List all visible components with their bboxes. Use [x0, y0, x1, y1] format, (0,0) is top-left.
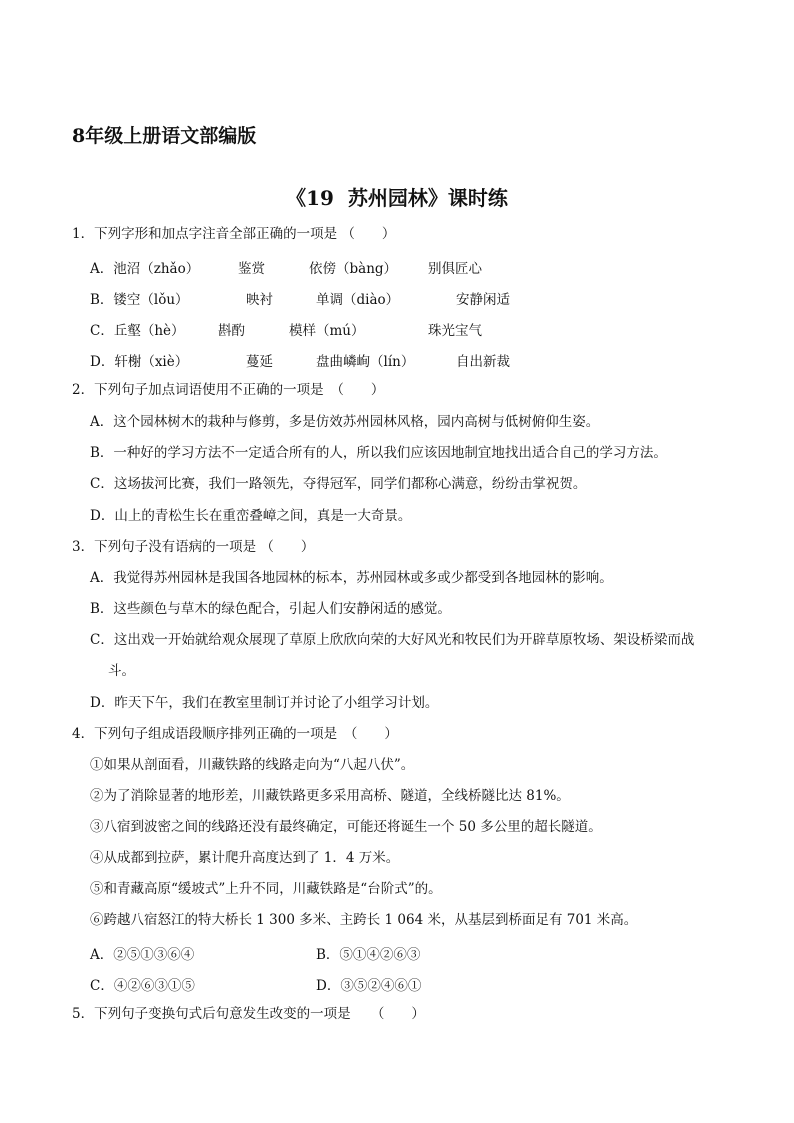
page-header: 8年级上册语文部编版 — [72, 125, 257, 147]
question-2-stem: 2．下列句子加点词语使用不正确的一项是 （ ） — [72, 382, 385, 398]
q1-row-c-col-3: 模样（mú） — [289, 323, 365, 339]
q1-row-b-col-1: B．镂空（lǒu） — [90, 292, 189, 308]
question-4-sentence-6: ⑥跨越八宿怒江的特大桥长 1 300 多米、主跨长 1 064 米，从基层到桥面足有 701 米高。 — [90, 912, 638, 928]
question-4-choice-b: B．⑤①④②⑥③ — [316, 947, 421, 963]
question-4-choice-d: D．③⑤②④⑥① — [316, 978, 422, 994]
question-4-choice-a: A．②⑤①③⑥④ — [90, 947, 195, 963]
question-3-option-a: A．我觉得苏州园林是我国各地园林的标本，苏州园林或多或少都受到各地园林的影响。 — [90, 570, 613, 586]
question-4-sentence-1: ①如果从剖面看，川藏铁路的线路走向为“八起八伏”。 — [90, 757, 415, 773]
q1-row-b-col-2: 映衬 — [246, 292, 273, 308]
q1-row-c-col-4: 珠光宝气 — [428, 323, 482, 339]
question-2-option-c: C．这场拔河比赛，我们一路领先，夺得冠军，同学们都称心满意，纷纷击掌祝贺。 — [90, 476, 587, 492]
question-4-sentence-4: ④从成都到拉萨，累计爬升高度达到了 1．4 万米。 — [90, 850, 400, 866]
q1-row-d-col-2: 蔓延 — [246, 354, 273, 370]
q1-row-a-col-1: A．池沼（zhǎo） — [90, 261, 200, 277]
question-1-stem: 1．下列字形和加点字注音全部正确的一项是 （ ） — [72, 226, 396, 242]
title-lesson-number: 《19 — [286, 186, 334, 210]
title-text: 苏州园林》课时练 — [347, 186, 508, 210]
q1-row-b-col-3: 单调（diào） — [316, 292, 400, 308]
q1-row-c-col-1: C．丘壑（hè） — [90, 323, 185, 339]
question-2-option-b: B．一种好的学习方法不一定适合所有的人，所以我们应该因地制宜地找出适合自己的学习方法。 — [90, 445, 667, 461]
question-2-option-a: A．这个园林树木的栽种与修剪，多是仿效苏州园林风格，园内高树与低树俯仰生姿。 — [90, 414, 600, 430]
q1-row-b-col-4: 安静闲适 — [456, 292, 510, 308]
question-3-option-c: C．这出戏一开始就给观众展现了草原上欣欣向荣的大好风光和牧民们为开辟草原牧场、架设桥梁而战 — [90, 632, 695, 648]
question-4-sentence-2: ②为了消除显著的地形差，川藏铁路更多采用高桥、隧道，全线桥隧比达 81%。 — [90, 788, 570, 804]
question-2-option-d: D．山上的青松生长在重峦叠嶂之间，真是一大奇景。 — [90, 508, 412, 524]
q1-row-d-col-3: 盘曲嶙峋（lín） — [316, 354, 415, 370]
q1-row-d-col-1: D．轩榭（xiè） — [90, 354, 189, 370]
question-4-sentence-3: ③八宿到波密之间的线路还没有最终确定，可能还将诞生一个 50 多公里的超长隧道。 — [90, 819, 602, 835]
question-3-option-c-continued: 斗。 — [108, 663, 135, 679]
question-5-stem: 5．下列句子变换句式后句意发生改变的一项是 （ ） — [72, 1006, 425, 1022]
document-title — [0, 182, 794, 211]
question-3-option-b: B．这些颜色与草木的绿色配合，引起人们安静闲适的感觉。 — [90, 601, 451, 617]
q1-row-a-col-3: 依傍（bàng） — [309, 261, 398, 277]
q1-row-d-col-4: 自出新裁 — [456, 354, 510, 370]
q1-row-a-col-2: 鉴赏 — [238, 261, 265, 277]
question-4-sentence-5: ⑤和青藏高原“缓坡式”上升不同，川藏铁路是“台阶式”的。 — [90, 881, 442, 897]
question-4-stem: 4．下列句子组成语段顺序排列正确的一项是 （ ） — [72, 726, 398, 742]
q1-row-c-col-2: 斟酌 — [218, 323, 245, 339]
question-3-option-d: D．昨天下午，我们在教室里制订并讨论了小组学习计划。 — [90, 695, 439, 711]
q1-row-a-col-4: 别俱匠心 — [428, 261, 482, 277]
question-4-choice-c: C．④②⑥③①⑤ — [90, 978, 195, 994]
question-3-stem: 3．下列句子没有语病的一项是 （ ） — [72, 539, 315, 555]
